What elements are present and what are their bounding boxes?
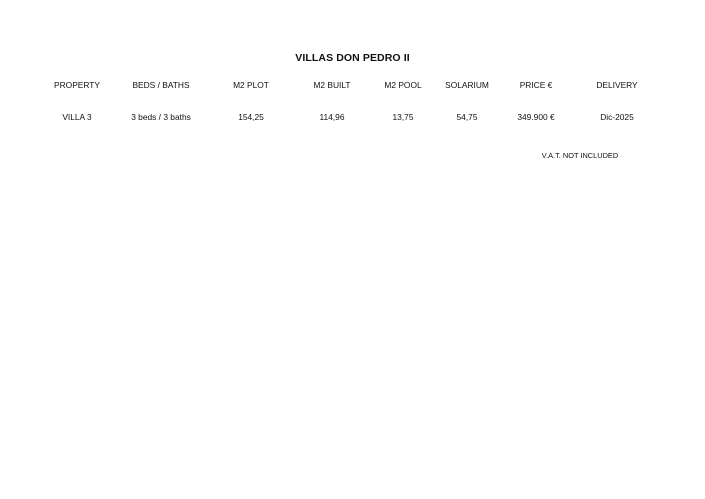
cell-m2-plot: 154,25: [238, 112, 264, 122]
header-delivery: DELIVERY: [596, 80, 638, 90]
header-property: PROPERTY: [54, 80, 100, 90]
cell-price: 349.900 €: [517, 112, 555, 122]
cell-solarium: 54,75: [456, 112, 478, 122]
document-title: VILLAS DON PEDRO II: [295, 52, 410, 64]
header-price: PRICE €: [519, 80, 553, 90]
cell-m2-built: 114,96: [319, 112, 345, 122]
header-solarium: SOLARIUM: [445, 80, 489, 90]
cell-property: VILLA 3: [62, 112, 92, 122]
cell-m2-pool: 13,75: [392, 112, 414, 122]
cell-beds-baths: 3 beds / 3 baths: [131, 112, 191, 122]
header-m2-built: M2 BUILT: [313, 80, 351, 90]
cell-delivery: Dic-2025: [600, 112, 634, 122]
vat-note: V.A.T. NOT INCLUDED: [541, 151, 619, 160]
header-m2-pool: M2 POOL: [384, 80, 422, 90]
header-beds-baths: BEDS / BATHS: [132, 80, 190, 90]
header-m2-plot: M2 PLOT: [233, 80, 269, 90]
